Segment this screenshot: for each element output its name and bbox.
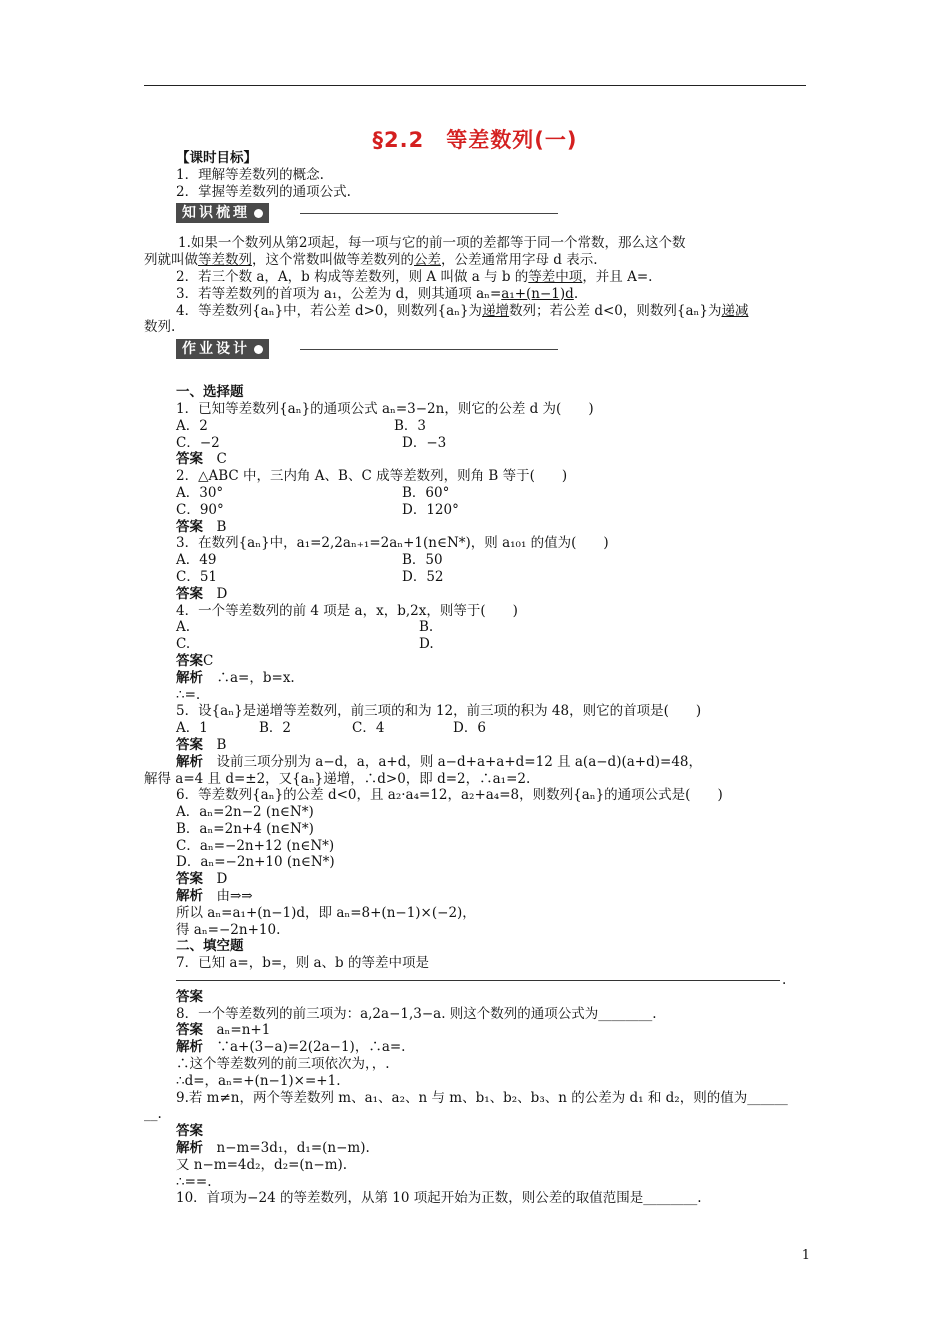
section-homework bbox=[176, 336, 808, 362]
option-c: C. bbox=[176, 636, 191, 653]
goal-1: 1．理解等差数列的概念. bbox=[176, 166, 324, 183]
option-d: D. bbox=[419, 636, 434, 653]
question-5: 5．设{aₙ}是递增等差数列，前三项的和为 12，前三项的积为 48，则它的首项是( ) bbox=[176, 703, 702, 720]
answer-label: 答案 bbox=[176, 1022, 203, 1039]
options-row bbox=[176, 485, 808, 502]
section-divider bbox=[300, 213, 558, 214]
answer-label: 答案 bbox=[176, 1123, 203, 1140]
answer-line bbox=[176, 653, 808, 670]
goal-2: 2．掌握等差数列的通项公式. bbox=[176, 183, 351, 200]
explanation-line bbox=[176, 888, 808, 905]
answer-line bbox=[176, 871, 808, 888]
part-choice-heading: 一、选择题 bbox=[176, 384, 244, 401]
explanation-text: n−m=3d₁，d₁=(n−m). bbox=[216, 1140, 370, 1157]
explanation-line: ∴=. bbox=[176, 686, 201, 703]
answer-blank-line bbox=[176, 972, 808, 989]
document-body bbox=[144, 150, 808, 1207]
options-row bbox=[176, 502, 808, 519]
question-8: 8．一个等差数列的前三项为：a,2a−1,3−a. 则这个数列的通项公式为________. bbox=[176, 1005, 657, 1022]
question-2: 2．△ABC 中，三内角 A、B、C 成等差数列，则角 B 等于( ) bbox=[176, 468, 568, 485]
option-b: B．50 bbox=[402, 552, 443, 569]
answer-value: C bbox=[203, 652, 214, 669]
explanation-label: 解析 bbox=[176, 1140, 203, 1157]
answer-value: B bbox=[216, 736, 227, 753]
explanation-line: 所以 aₙ=a₁+(n−1)d，即 aₙ=8+(n−1)×(−2)， bbox=[176, 904, 476, 921]
answer-blank bbox=[176, 980, 780, 981]
knowledge-4b: 数列. bbox=[144, 319, 176, 336]
options-row bbox=[176, 569, 808, 586]
option-a: A．49 bbox=[176, 552, 217, 569]
options-row bbox=[176, 720, 808, 737]
option-b: B. bbox=[419, 619, 434, 636]
part-fill-heading: 二、填空题 bbox=[176, 938, 244, 955]
explanation-line: ∴d=，aₙ=+(n−1)×=+1. bbox=[176, 1072, 341, 1089]
option-b: B．2 bbox=[259, 720, 292, 737]
section-homework-label: 作业设计 bbox=[182, 341, 250, 358]
knowledge-2 bbox=[176, 269, 808, 286]
options-row bbox=[176, 552, 808, 569]
question-7: 7．已知 a=，b=，则 a、b 的等差中项是 bbox=[176, 955, 429, 972]
option-d: D．−3 bbox=[402, 434, 447, 451]
option-c: C．90° bbox=[176, 501, 224, 518]
option-a: A．1 bbox=[176, 720, 208, 737]
option-d: D．aₙ=−2n+10 (n∈N*) bbox=[176, 854, 335, 871]
text-segment: ，公差通常用字母 d 表示. bbox=[441, 252, 598, 269]
goal-heading: 【课时目标】 bbox=[176, 150, 257, 166]
answer-value: aₙ=n+1 bbox=[216, 1022, 271, 1039]
bullet-dot-icon bbox=[254, 209, 263, 218]
knowledge-1b bbox=[144, 252, 808, 269]
term-common-difference: 公差 bbox=[414, 252, 441, 269]
answer-label: 答案 bbox=[176, 585, 203, 602]
explanation-label: 解析 bbox=[176, 888, 203, 905]
explanation-line bbox=[176, 670, 808, 687]
line-end-period: . bbox=[782, 972, 787, 989]
options-row bbox=[176, 636, 808, 653]
text-segment: 2．若三个数 a，A，b 构成等差数列，则 A 叫做 a 与 b 的 bbox=[176, 268, 529, 285]
question-6: 6．等差数列{aₙ}的公差 d<0，且 a₂·a₄=12，a₂+a₄=8，则数列{aₙ}的通项公式是( ) bbox=[176, 787, 723, 804]
term-arithmetic-sequence: 等差数列 bbox=[198, 252, 252, 269]
header-rule bbox=[144, 85, 806, 86]
answer-value: B bbox=[216, 518, 227, 535]
option-a: A. bbox=[176, 619, 191, 636]
question-10: 10．首项为−24 的等差数列，从第 10 项起开始为正数，则公差的取值范围是________. bbox=[176, 1190, 702, 1207]
answer-line bbox=[176, 451, 808, 468]
question-9: 9.若 m≠n，两个等差数列 m、a₁、a₂、n 与 m、b₁、b₂、b₃、n 的公差为 d₁ 和 d₂，则的值为______ bbox=[176, 1089, 788, 1106]
term-arithmetic-mean: 等差中项 bbox=[528, 268, 583, 285]
explanation-text: 设前三项分别为 a−d，a，a+d，则 a−d+a+a+d=12 且 a(a−d)(a+d)=48， bbox=[216, 753, 702, 770]
option-d: D．120° bbox=[402, 501, 459, 518]
explanation-line bbox=[176, 1140, 808, 1157]
explanation-label: 解析 bbox=[176, 753, 203, 770]
option-d: D．6 bbox=[453, 720, 486, 737]
question-3: 3．在数列{aₙ}中，a₁=2,2aₙ₊₁=2aₙ+1(n∈N*)，则 a₁₀₁ 的值为( ) bbox=[176, 535, 609, 552]
explanation-line bbox=[176, 754, 808, 771]
explanation-text: 由⇒⇒ bbox=[216, 888, 253, 905]
explanation-text: ∴a=，b=x. bbox=[216, 669, 295, 686]
option-b: B．3 bbox=[394, 417, 427, 434]
explanation-text: ∵a+(3−a)=2(2a−1)，∴a=. bbox=[216, 1039, 406, 1056]
answer-label: 答案 bbox=[176, 518, 203, 535]
answer-line bbox=[176, 1022, 808, 1039]
option-b: B．aₙ=2n+4 (n∈N*) bbox=[176, 820, 314, 837]
answer-value: D bbox=[216, 585, 228, 602]
text-segment: 列就叫做 bbox=[144, 252, 198, 269]
option-c: C．aₙ=−2n+12 (n∈N*) bbox=[176, 837, 335, 854]
term-increasing: 递增 bbox=[482, 302, 510, 319]
page-title: §2.2 等差数列(一) bbox=[372, 128, 578, 152]
text-segment: ，并且 A=. bbox=[582, 268, 653, 285]
answer-line bbox=[176, 519, 808, 536]
answer-value: D bbox=[216, 871, 228, 888]
options-row bbox=[176, 619, 808, 636]
answer-line bbox=[176, 586, 808, 603]
option-a: A．aₙ=2n−2 (n∈N*) bbox=[176, 804, 314, 821]
explanation-line: ∴这个等差数列的前三项依次为，，. bbox=[176, 1056, 390, 1073]
section-knowledge-label: 知识梳理 bbox=[182, 205, 250, 222]
explanation-line: 解得 a=4 且 d=±2，又{aₙ}递增，∴d>0，即 d=2，∴a₁=2. bbox=[144, 770, 531, 787]
option-d: D．52 bbox=[402, 568, 444, 585]
bullet-dot-icon bbox=[254, 345, 263, 354]
explanation-label: 解析 bbox=[176, 669, 203, 686]
answer-value: C bbox=[216, 451, 227, 468]
section-knowledge bbox=[176, 200, 808, 226]
explanation-line: ∴==. bbox=[176, 1173, 212, 1190]
option-c: C．−2 bbox=[176, 434, 220, 451]
answer-label: 答案 bbox=[176, 652, 203, 669]
text-segment: 3．若等差数列的首项为 a₁，公差为 d，则其通项 aₙ= bbox=[176, 285, 502, 302]
knowledge-1a: 1.如果一个数列从第2项起，每一项与它的前一项的差都等于同一个常数，那么这个数 bbox=[178, 235, 686, 252]
explanation-line: 又 n−m=4d₂，d₂=(n−m). bbox=[176, 1156, 348, 1173]
knowledge-4 bbox=[176, 303, 808, 320]
option-a: A．30° bbox=[176, 484, 224, 501]
page-number: 1 bbox=[801, 1248, 810, 1263]
options-row bbox=[176, 435, 808, 452]
section-homework-bar bbox=[176, 339, 269, 359]
option-c: C．4 bbox=[352, 720, 385, 737]
option-b: B．60° bbox=[402, 484, 450, 501]
question-9-cont: __. bbox=[144, 1106, 162, 1123]
answer-label: 答案 bbox=[176, 988, 203, 1005]
section-knowledge-bar bbox=[176, 203, 269, 223]
answer-label: 答案 bbox=[176, 451, 203, 468]
explanation-label: 解析 bbox=[176, 1039, 203, 1056]
section-divider bbox=[300, 349, 558, 350]
options-row bbox=[176, 418, 808, 435]
option-a: A．2 bbox=[176, 417, 208, 434]
option-c: C．51 bbox=[176, 568, 218, 585]
term-general-formula: a₁+(n−1)d bbox=[501, 285, 574, 302]
question-4: 4．一个等差数列的前 4 项是 a，x，b,2x，则等于( ) bbox=[176, 602, 518, 619]
explanation-line bbox=[176, 1039, 808, 1056]
knowledge-3 bbox=[176, 286, 808, 303]
text-segment: 4．等差数列{aₙ}中，若公差 d>0，则数列{aₙ}为 bbox=[176, 302, 483, 319]
text-segment: 数列；若公差 d<0，则数列{aₙ}为 bbox=[509, 302, 722, 319]
text-segment: ，这个常数叫做等差数列的 bbox=[252, 252, 414, 269]
term-decreasing: 递减 bbox=[721, 302, 749, 319]
answer-label: 答案 bbox=[176, 871, 203, 888]
answer-label: 答案 bbox=[176, 736, 203, 753]
question-1: 1．已知等差数列{aₙ}的通项公式 aₙ=3−2n，则它的公差 d 为( ) bbox=[176, 400, 594, 417]
text-segment: . bbox=[573, 285, 579, 302]
explanation-line: 得 aₙ=−2n+10. bbox=[176, 921, 281, 938]
answer-line bbox=[176, 737, 808, 754]
